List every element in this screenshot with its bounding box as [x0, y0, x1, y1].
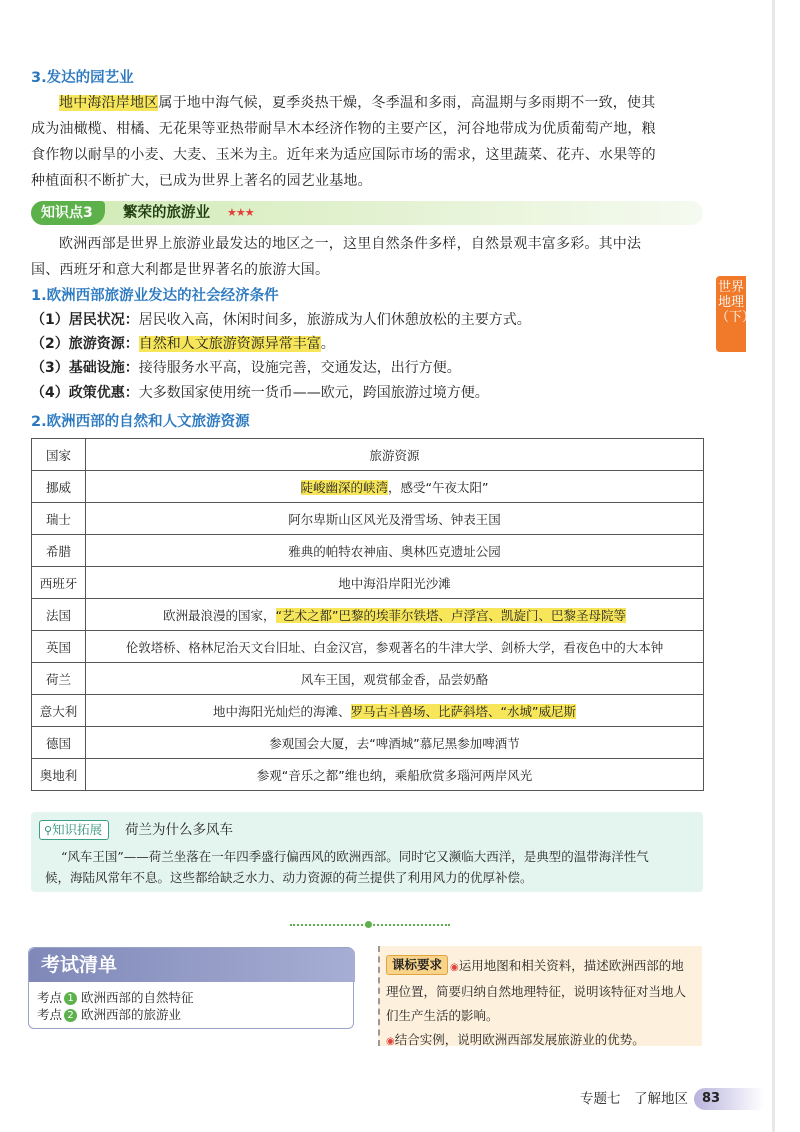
curriculum-text — [386, 954, 700, 1054]
page-edge — [772, 0, 775, 1132]
curriculum-tag: 课标要求 — [386, 955, 448, 975]
resource-text: 地中海沿岸阳光沙滩 — [338, 575, 451, 591]
table-row — [32, 503, 704, 535]
table-row — [32, 631, 704, 663]
resource-text: 雅典的帕特农神庙、奥林匹克遗址公园 — [288, 543, 501, 559]
highlight-mediterranean: 地中海沿岸地区 — [59, 95, 159, 111]
table-row — [32, 695, 704, 727]
para-line: 种植面积不断扩大，已成为世界上著名的园艺业基地。 — [31, 173, 372, 189]
para-line: 欧洲西部是世界上旅游业最发达的地区之一，这里自然条件多样，自然景观丰富多彩。其中法 — [59, 236, 642, 252]
exam-checklist-title: 考试清单 — [41, 954, 118, 976]
condition-item-2 — [31, 333, 711, 355]
horticulture-paragraph — [31, 90, 711, 194]
table-row — [32, 535, 704, 567]
resource-highlight: “艺术之都”巴黎的埃菲尔铁塔、卢浮宫、凯旋门、巴黎圣母院等 — [275, 607, 626, 623]
header-resources: 旅游资源 — [86, 439, 704, 471]
ext-line: 候，海陆风常年不息。这些都给缺乏水力、动力资源的荷兰提供了利用风力的优厚补偿。 — [45, 870, 533, 885]
para-line: 属于地中海气候，夏季炎热干燥，冬季温和多雨，高温期与多雨期不一致，使其 — [158, 95, 656, 111]
ext-line: “风车王国”——荷兰坐落在一年四季盛行偏西风的欧洲西部。同时它又濒临大西洋，是典型的温带海洋性气 — [61, 849, 649, 864]
resource-cell — [86, 503, 704, 535]
resource-cell — [86, 599, 704, 631]
para-line: 成为油橄榄、柑橘、无花果等亚热带耐旱木本经济作物的主要产区，河谷地带成为优质葡萄产地，粮 — [31, 121, 656, 137]
condition-text: 居民收入高，休闲时间多，旅游成为人们休憩放松的主要方式。 — [138, 312, 531, 328]
country-cell: 意大利 — [32, 695, 86, 727]
resource-cell — [86, 663, 704, 695]
curriculum-line: 运用地图和相关资料，描述欧洲西部的地 — [458, 958, 684, 973]
section-title-horticulture: 3.发达的园艺业 — [31, 70, 134, 86]
condition-text: 大多数国家使用统一货币——欧元，跨国旅游过境方便。 — [138, 385, 489, 401]
condition-text: 接待服务水平高，设施完善，交通发达，出行方便。 — [138, 360, 461, 376]
condition-item-1 — [31, 309, 711, 331]
exam-point-text: 欧洲西部的旅游业 — [81, 1007, 182, 1022]
resource-cell — [86, 535, 704, 567]
resource-text: 地中海阳光灿烂的海滩、 — [213, 703, 351, 719]
table-row — [32, 471, 704, 503]
exam-point-1 — [37, 990, 194, 1006]
resource-text: 参观“音乐之都”维也纳，乘船欣赏多瑙河两岸风光 — [256, 767, 533, 783]
header-country: 国家 — [32, 439, 86, 471]
curriculum-requirements — [378, 946, 702, 1046]
resource-cell — [86, 471, 704, 503]
page-number: 83 — [694, 1088, 764, 1110]
condition-label: （2）旅游资源： — [31, 336, 139, 352]
condition-highlight: 自然和人文旅游资源异常丰富 — [138, 336, 321, 352]
resource-cell — [86, 631, 704, 663]
country-cell: 希腊 — [32, 535, 86, 567]
extension-text — [45, 846, 697, 888]
table-row — [32, 727, 704, 759]
side-chapter-tab: 世界地理（下） — [716, 276, 746, 352]
table-row — [32, 663, 704, 695]
resource-cell — [86, 759, 704, 791]
exam-point-prefix: 考点 — [37, 1007, 63, 1022]
extension-tag-label: 知识拓展 — [52, 822, 103, 837]
curriculum-line: 们生产生活的影响。 — [386, 1008, 499, 1023]
knowledge-point-title: 繁荣的旅游业 — [123, 205, 210, 221]
condition-label: （4）政策优惠： — [31, 385, 139, 401]
resource-text: 风车王国，观赏郁金香，品尝奶酪 — [300, 671, 489, 687]
country-cell: 德国 — [32, 727, 86, 759]
resource-cell — [86, 727, 704, 759]
magnifier-icon: ⚲ — [44, 824, 53, 837]
table-header-row — [32, 439, 704, 471]
country-cell: 英国 — [32, 631, 86, 663]
condition-item-4 — [31, 382, 711, 404]
footer-topic: 专题七 了解地区 — [580, 1091, 688, 1107]
tourism-intro — [31, 231, 711, 283]
country-cell: 荷兰 — [32, 663, 86, 695]
country-cell: 西班牙 — [32, 567, 86, 599]
section-title-resources: 2.欧洲西部的自然和人文旅游资源 — [31, 414, 250, 430]
resource-text: 伦敦塔桥、格林尼治天文台旧址、白金汉宫，参观著名的牛津大学、剑桥大学，看夜色中的大本钟 — [125, 639, 664, 655]
resource-text: 参观国会大厦，去“啤酒城”慕尼黑参加啤酒节 — [269, 735, 520, 751]
resource-text: 阿尔卑斯山区风光及滑雪场、钟表王国 — [288, 511, 501, 527]
resource-cell — [86, 695, 704, 727]
table-row — [32, 599, 704, 631]
resource-highlight: 陡峻幽深的峡湾 — [300, 479, 389, 495]
bullet-icon: ◉ — [450, 962, 459, 973]
exam-point-2 — [37, 1007, 181, 1023]
condition-item-3 — [31, 357, 711, 379]
knowledge-point-tag: 知识点3 — [31, 201, 105, 225]
exam-point-number: 2 — [64, 1009, 77, 1022]
exam-checklist — [28, 947, 354, 1029]
para-line: 国、西班牙和意大利都是世界著名的旅游大国。 — [31, 262, 330, 278]
country-cell: 法国 — [32, 599, 86, 631]
section-title-conditions: 1.欧洲西部旅游业发达的社会经济条件 — [31, 288, 279, 304]
divider-center-dot — [365, 921, 372, 928]
resource-highlight: 罗马古斗兽场、比萨斜塔、“水城”威尼斯 — [350, 703, 576, 719]
country-cell: 奥地利 — [32, 759, 86, 791]
extension-title: 荷兰为什么多风车 — [125, 822, 233, 838]
exam-point-text: 欧洲西部的自然特征 — [81, 990, 194, 1005]
country-cell: 挪威 — [32, 471, 86, 503]
curriculum-line: 理位置，简要归纳自然地理特征，说明该特征对当地人 — [386, 984, 687, 999]
condition-label: （3）基础设施： — [31, 360, 139, 376]
knowledge-extension-box — [31, 812, 703, 892]
exam-point-prefix: 考点 — [37, 990, 63, 1005]
curriculum-line: 结合实例，说明欧洲西部发展旅游业的优势。 — [394, 1032, 645, 1047]
resource-text: 欧洲最浪漫的国家， — [163, 607, 276, 623]
resource-cell — [86, 567, 704, 599]
page-footer — [540, 1087, 780, 1111]
extension-tag — [39, 820, 109, 840]
condition-text: 。 — [320, 336, 335, 352]
country-cell: 瑞士 — [32, 503, 86, 535]
table-row — [32, 759, 704, 791]
condition-label: （1）居民状况： — [31, 312, 139, 328]
tourism-resources-table — [31, 438, 704, 791]
resource-text: ，感受“午夜太阳” — [388, 479, 489, 495]
exam-checklist-header — [29, 948, 355, 982]
bullet-icon: ◉ — [386, 1036, 395, 1047]
knowledge-point-bar — [31, 201, 703, 225]
table-row — [32, 567, 704, 599]
importance-stars-icon: ★★★ — [227, 206, 254, 219]
exam-point-number: 1 — [64, 992, 77, 1005]
para-line: 食作物以耐旱的小麦、大麦、玉米为主。近年来为适应国际市场的需求，这里蔬菜、花卉、水果等的 — [31, 147, 656, 163]
